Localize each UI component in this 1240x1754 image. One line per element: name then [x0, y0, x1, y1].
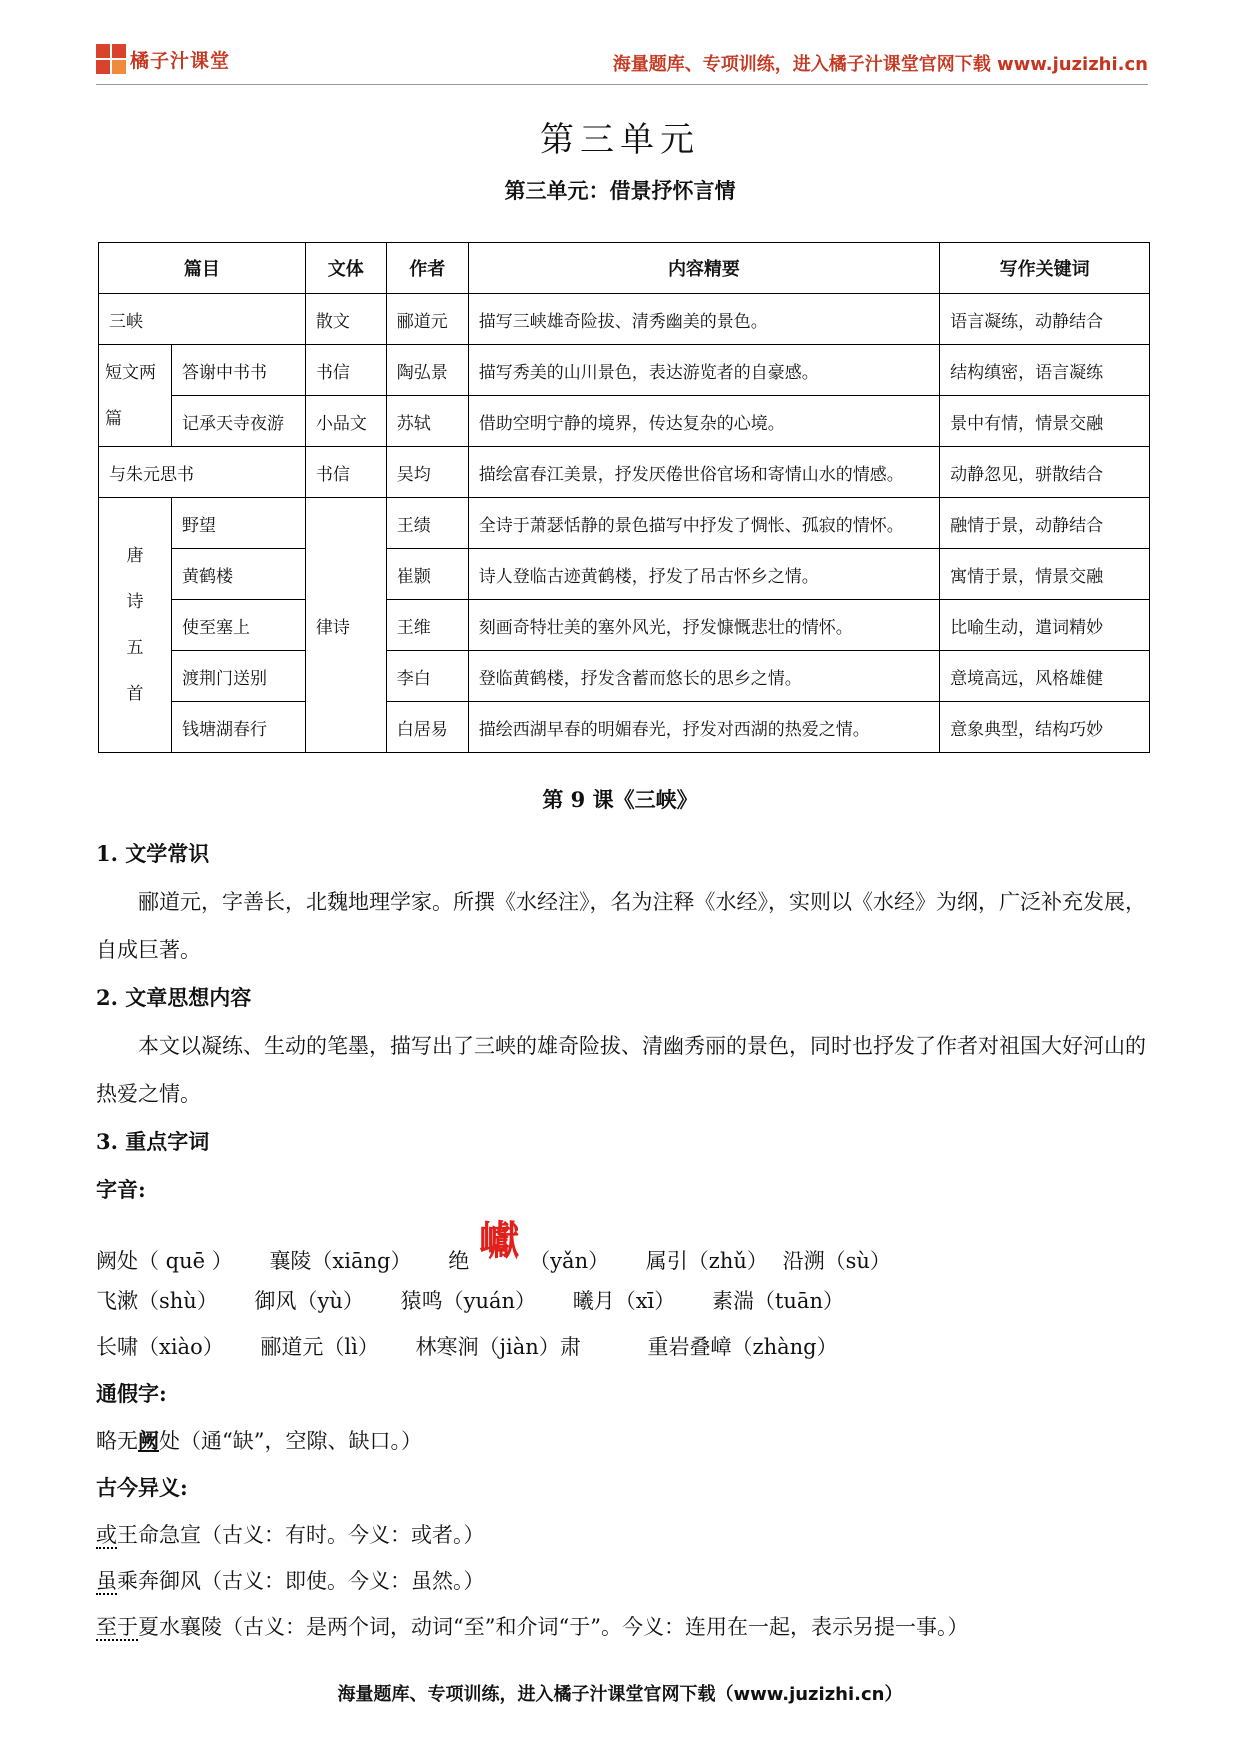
table-cell-title: 渡荆门送别	[171, 651, 305, 702]
table-cell-summary: 全诗于萧瑟恬静的景色描写中抒发了惆怅、孤寂的情怀。	[468, 498, 939, 549]
pronunciation-item: 曦月（xī）	[572, 1289, 676, 1313]
table-header-cell: 内容精要	[468, 243, 939, 294]
group-label: 短文两篇	[105, 362, 156, 429]
table-cell-genre: 书信	[305, 447, 386, 498]
table-cell-group	[99, 345, 172, 447]
unit-title: 第三单元	[540, 120, 700, 160]
gujin-key: 至于	[96, 1615, 138, 1639]
table-cell-title: 野望	[171, 498, 305, 549]
gujin-label: 古今异义:	[96, 1475, 188, 1500]
table-header-cell: 篇目	[99, 243, 306, 294]
table-cell-summary: 诗人登临古迹黄鹤楼，抒发了吊古怀乡之情。	[468, 549, 939, 600]
table-header-cell: 作者	[386, 243, 468, 294]
pronunciation-row	[96, 1324, 1148, 1370]
group-label-char: 首	[126, 684, 144, 704]
table-cell-keywords: 比喻生动，遣词精妙	[940, 600, 1150, 651]
section-paragraph: 本文以凝练、生动的笔墨，描写出了三峡的雄奇险拔、清幽秀丽的景色，同时也抒发了作者对祖国大好河山的热爱之情。	[96, 1034, 1146, 1106]
header-divider	[96, 84, 1148, 85]
table-cell-title: 三峡	[99, 294, 306, 345]
table-row	[99, 702, 1150, 753]
group-label-char: 诗	[126, 592, 144, 612]
pronunciation-item: 飞漱（shù）	[96, 1289, 218, 1313]
table-cell-title: 记承天寺夜游	[171, 396, 305, 447]
table-cell-summary: 借助空明宁静的境界，传达复杂的心境。	[468, 396, 939, 447]
pronunciation-item: 沿溯（sù）	[782, 1249, 891, 1273]
table-cell-group-tang	[99, 498, 172, 753]
logo-icon	[96, 44, 126, 74]
pronunciation-item: 长啸（xiào）	[96, 1335, 224, 1359]
gujin-key: 或	[96, 1523, 117, 1547]
pronunciation-item: 御风（yù）	[254, 1289, 364, 1313]
pronunciation-item: 绝	[448, 1249, 470, 1273]
lesson-title: 第 9 课《三峡》	[542, 787, 698, 812]
table-cell-title: 使至塞上	[171, 600, 305, 651]
pronunciation-item: 素湍（tuān）	[711, 1289, 844, 1313]
header-slogan[interactable]: 海量题库、专项训练，进入橘子汁课堂官网下载 www.juzizhi.cn	[612, 54, 1148, 75]
table-cell-author: 李白	[386, 651, 468, 702]
table-cell-author: 王绩	[386, 498, 468, 549]
table-cell-keywords: 结构缜密，语言凝练	[940, 345, 1150, 396]
table-cell-author: 吴均	[386, 447, 468, 498]
table-cell-summary: 描绘西湖早春的明媚春光，抒发对西湖的热爱之情。	[468, 702, 939, 753]
pronunciation-item: 阙处（ quē ）	[96, 1249, 233, 1273]
table-cell-summary: 描绘富春江美景，抒发厌倦世俗官场和寄情山水的情感。	[468, 447, 939, 498]
unit-summary-table	[98, 242, 1150, 753]
pronunciation-item: 郦道元（lì）	[260, 1335, 379, 1359]
table-cell-genre: 律诗	[305, 498, 386, 753]
table-cell-keywords: 融情于景，动静结合	[940, 498, 1150, 549]
gujin-text: 王命急宣（古义：有时。今义：或者。）	[117, 1523, 485, 1547]
section-heading: 1. 文学常识	[96, 841, 210, 866]
tongjia-label: 通假字:	[96, 1381, 167, 1406]
table-cell-summary: 登临黄鹤楼，抒发含蓄而悠长的思乡之情。	[468, 651, 939, 702]
page-header	[96, 44, 1148, 80]
table-cell-keywords: 意象典型，结构巧妙	[940, 702, 1150, 753]
table-header-row	[99, 243, 1150, 294]
table-header-cell: 文体	[305, 243, 386, 294]
tongjia-text: 略无	[96, 1429, 138, 1453]
table-cell-summary: 描写三峡雄奇险拔、清秀幽美的景色。	[468, 294, 939, 345]
table-cell-title: 黄鹤楼	[171, 549, 305, 600]
table-cell-title: 答谢中书书	[171, 345, 305, 396]
table-cell-keywords: 语言凝练，动静结合	[940, 294, 1150, 345]
pronunciation-label: 字音:	[96, 1177, 146, 1202]
pronunciation-row	[96, 1278, 1148, 1324]
gujin-item	[96, 1558, 1148, 1604]
gujin-item	[96, 1512, 1148, 1558]
page-footer[interactable]: 海量题库、专项训练，进入橘子汁课堂官网下载（www.juzizhi.cn）	[337, 1684, 903, 1705]
table-cell-genre: 小品文	[305, 396, 386, 447]
unit-subtitle: 第三单元：借景抒怀言情	[504, 178, 736, 203]
group-label-char: 唐	[126, 546, 144, 566]
table-row	[99, 345, 1150, 396]
pronunciation-item: 襄陵（xiāng）	[269, 1249, 412, 1273]
pronunciation-item: （yǎn）	[529, 1249, 610, 1273]
table-row	[99, 600, 1150, 651]
table-cell-keywords: 景中有情，情景交融	[940, 396, 1150, 447]
table-cell-title: 钱塘湖春行	[171, 702, 305, 753]
group-label-char: 五	[126, 638, 144, 658]
table-cell-author: 苏轼	[386, 396, 468, 447]
pronunciation-row	[96, 1217, 1148, 1278]
tongjia-item	[96, 1418, 1148, 1464]
table-row	[99, 396, 1150, 447]
section-paragraph: 郦道元，字善长，北魏地理学家。所撰《水经注》，名为注释《水经》，实则以《水经》为纲，广泛补充发展，自成巨著。	[96, 890, 1146, 962]
tongjia-key: 阙	[138, 1428, 159, 1453]
table-cell-author: 王维	[386, 600, 468, 651]
pronunciation-item: 猿鸣（yuán）	[400, 1289, 537, 1313]
table-cell-author: 白居易	[386, 702, 468, 753]
table-cell-summary: 刻画奇特壮美的塞外风光，抒发慷慨悲壮的情怀。	[468, 600, 939, 651]
table-row	[99, 549, 1150, 600]
logo-text: 橘子汁课堂	[130, 49, 231, 72]
table-cell-title: 与朱元思书	[99, 447, 306, 498]
tongjia-text: 处（通“缺”，空隙、缺口。）	[159, 1429, 422, 1453]
table-cell-author: 郦道元	[386, 294, 468, 345]
pronunciation-item: 重岩叠嶂（zhàng）	[647, 1335, 838, 1359]
table-row	[99, 651, 1150, 702]
table-cell-author: 崔颢	[386, 549, 468, 600]
table-cell-summary: 描写秀美的山川景色，表达游览者的自豪感。	[468, 345, 939, 396]
table-row	[99, 498, 1150, 549]
pronunciation-item: 林寒涧（jiàn）肃	[415, 1335, 581, 1359]
brand-logo[interactable]	[96, 44, 230, 74]
table-cell-author: 陶弘景	[386, 345, 468, 396]
gujin-text: 夏水襄陵（古义：是两个词，动词“至”和介词“于”。今义：连用在一起，表示另提一事。）	[138, 1615, 969, 1639]
pronunciation-item: 属引（zhǔ）	[645, 1249, 768, 1273]
table-cell-genre: 书信	[305, 345, 386, 396]
table-cell-keywords: 寓情于景，情景交融	[940, 549, 1150, 600]
gujin-item	[96, 1604, 1148, 1650]
table-header-cell: 写作关键词	[940, 243, 1150, 294]
group-label-vertical	[109, 533, 161, 717]
table-row	[99, 447, 1150, 498]
table-cell-keywords: 意境高远，风格雄健	[940, 651, 1150, 702]
table-row	[99, 294, 1150, 345]
gujin-key: 虽	[96, 1569, 117, 1593]
section-heading: 2. 文章思想内容	[96, 985, 252, 1010]
section-heading: 3. 重点字词	[96, 1129, 210, 1154]
table-cell-keywords: 动静忽见，骈散结合	[940, 447, 1150, 498]
highlighted-character: 巘	[479, 1217, 520, 1264]
table-cell-genre: 散文	[305, 294, 386, 345]
lesson-content	[96, 830, 1148, 1650]
gujin-text: 乘奔御风（古义：即使。今义：虽然。）	[117, 1569, 485, 1593]
